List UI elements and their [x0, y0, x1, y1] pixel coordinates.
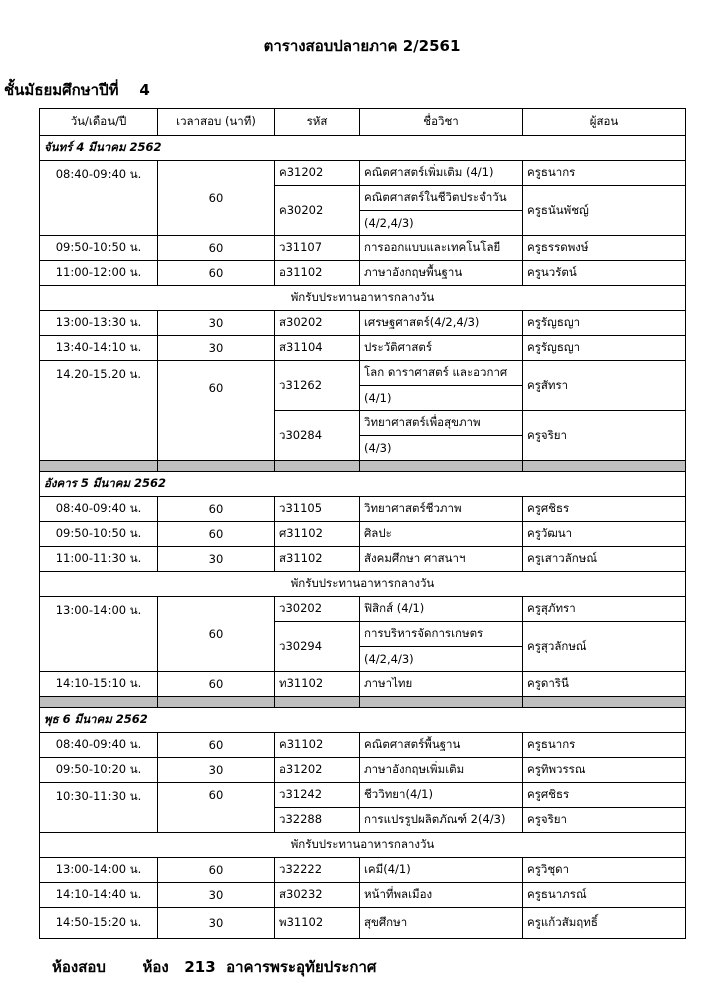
code-cell: ว31105 [275, 497, 360, 522]
subject-cell: ชีววิทยา(4/1) [360, 783, 523, 808]
day-row [40, 708, 686, 733]
code-cell: ค30202 [275, 186, 360, 236]
subject-cell: คณิตศาสตร์พื้นฐาน [360, 733, 523, 758]
time-cell: 13:00-14:00 น. [40, 858, 158, 883]
lunch-row [40, 572, 686, 597]
subject-cell: ฟิสิกส์ (4/1) [360, 597, 523, 622]
page-title: ตารางสอบปลายภาค 2/2561 [263, 37, 461, 55]
header-teacher: ผู้สอน [523, 109, 686, 136]
duration-cell: 60 [158, 733, 275, 758]
time-cell: 14:10-15:10 น. [40, 672, 158, 697]
subject-cell: ประวัติศาสตร์ [360, 336, 523, 361]
teacher-cell: ครูศชิธร [523, 497, 686, 522]
teacher-cell: ครูดารินี [523, 672, 686, 697]
subject-cell: (4/3) [360, 436, 523, 461]
lunch-row [40, 286, 686, 311]
teacher-cell: ครูจริยา [523, 808, 686, 833]
teacher-cell: ครูธนากร [523, 161, 686, 186]
code-cell: ค31202 [275, 161, 360, 186]
teacher-cell: ครูแก้วสัมฤทธิ์ [523, 908, 686, 939]
code-cell: ส31104 [275, 336, 360, 361]
teacher-cell: ครูทิพวรรณ [523, 758, 686, 783]
duration-cell: 60 [158, 597, 275, 672]
lunch-break: พักรับประทานอาหารกลางวัน [40, 286, 686, 311]
code-cell: ว32288 [275, 808, 360, 833]
time-cell: 13:40-14:10 น. [40, 336, 158, 361]
code-cell: ส31102 [275, 547, 360, 572]
time-cell: 08:40-09:40 น. [40, 497, 158, 522]
time-cell: 09:50-10:50 น. [40, 236, 158, 261]
teacher-cell: ครูวัฒนา [523, 522, 686, 547]
grade-level: ชั้นมัธยมศึกษาปีที่ 4 [4, 81, 150, 99]
subject-cell: สุขศึกษา [360, 908, 523, 939]
table-row [40, 522, 686, 547]
subject-cell: วิทยาศาสตร์เพื่อสุขภาพ [360, 411, 523, 436]
duration-cell: 30 [158, 547, 275, 572]
subject-cell: ภาษาไทย [360, 672, 523, 697]
teacher-cell: ครูนวรัตน์ [523, 261, 686, 286]
teacher-cell: ครูศชิธร [523, 783, 686, 808]
duration-cell: 30 [158, 336, 275, 361]
exam-room: ห้องสอบ ห้อง 213 อาคารพระอุทัยประกาศ [52, 958, 377, 976]
lunch-break: พักรับประทานอาหารกลางวัน [40, 572, 686, 597]
code-cell: ว32222 [275, 858, 360, 883]
duration-cell: 60 [158, 783, 275, 833]
table-row [40, 672, 686, 697]
subject-cell: เคมี(4/1) [360, 858, 523, 883]
table-row [40, 547, 686, 572]
subject-cell: (4/1) [360, 386, 523, 411]
subject-cell: การออกแบบและเทคโนโลยี [360, 236, 523, 261]
time-cell: 11:00-12:00 น. [40, 261, 158, 286]
teacher-cell: ครูธนากร [523, 733, 686, 758]
code-cell: ว31242 [275, 783, 360, 808]
subject-cell: คณิตศาสตร์ในชีวิตประจำวัน [360, 186, 523, 211]
duration-cell: 30 [158, 908, 275, 939]
time-cell: 14:10-14:40 น. [40, 883, 158, 908]
lunch-row [40, 833, 686, 858]
teacher-cell: ครูวิชุดา [523, 858, 686, 883]
day-label: อังคาร 5 มีนาคม 2562 [40, 472, 686, 497]
header-date: วัน/เดือน/ปี [40, 109, 158, 136]
header-subject: ชื่อวิชา [360, 109, 523, 136]
lunch-break: พักรับประทานอาหารกลางวัน [40, 833, 686, 858]
subject-cell: ภาษาอังกฤษพื้นฐาน [360, 261, 523, 286]
table-row [40, 236, 686, 261]
code-cell: ว30284 [275, 411, 360, 461]
time-cell: 11:00-11:30 น. [40, 547, 158, 572]
teacher-cell: ครูสุภัทรา [523, 597, 686, 622]
duration-cell: 30 [158, 311, 275, 336]
code-cell: ส30232 [275, 883, 360, 908]
exam-schedule-table [39, 108, 686, 939]
table-row [40, 261, 686, 286]
table-row [40, 311, 686, 336]
code-cell: ว31107 [275, 236, 360, 261]
table-row [40, 336, 686, 361]
header-code: รหัส [275, 109, 360, 136]
duration-cell: 60 [158, 858, 275, 883]
teacher-cell: ครูสัทรา [523, 361, 686, 411]
time-cell: 13:00-14:00 น. [40, 597, 158, 672]
table-header-row [40, 109, 686, 136]
day-row [40, 472, 686, 497]
table-row [40, 883, 686, 908]
teacher-cell: ครูเสาวลักษณ์ [523, 547, 686, 572]
day-label: จันทร์ 4 มีนาคม 2562 [40, 136, 686, 161]
duration-cell: 30 [158, 758, 275, 783]
code-cell: ว30202 [275, 597, 360, 622]
duration-cell: 60 [158, 261, 275, 286]
table-row [40, 361, 686, 386]
subject-cell: เศรษฐศาสตร์(4/2,4/3) [360, 311, 523, 336]
table-row [40, 597, 686, 622]
table-row [40, 161, 686, 186]
duration-cell: 60 [158, 161, 275, 236]
code-cell: ท31102 [275, 672, 360, 697]
time-cell: 13:00-13:30 น. [40, 311, 158, 336]
time-cell: 08:40-09:40 น. [40, 733, 158, 758]
duration-cell: 60 [158, 236, 275, 261]
table-row [40, 783, 686, 808]
duration-cell: 30 [158, 883, 275, 908]
subject-cell: ภาษาอังกฤษเพิ่มเติม [360, 758, 523, 783]
separator-row [40, 697, 686, 708]
code-cell: ศ31102 [275, 522, 360, 547]
table-row [40, 908, 686, 939]
code-cell: ค31102 [275, 733, 360, 758]
code-cell: พ31102 [275, 908, 360, 939]
code-cell: ส30202 [275, 311, 360, 336]
header-duration: เวลาสอบ (นาที) [158, 109, 275, 136]
subject-cell: โลก ดาราศาสตร์ และอวกาศ [360, 361, 523, 386]
teacher-cell: ครูรัญธญา [523, 311, 686, 336]
duration-cell: 60 [158, 497, 275, 522]
teacher-cell: ครูธรรดพงษ์ [523, 236, 686, 261]
day-row [40, 136, 686, 161]
separator-row [40, 461, 686, 472]
duration-cell: 60 [158, 672, 275, 697]
teacher-cell: ครูธนันพัชญ์ [523, 186, 686, 236]
teacher-cell: ครูธนาภรณ์ [523, 883, 686, 908]
code-cell: ว30294 [275, 622, 360, 672]
subject-cell: สังคมศึกษา ศาสนาฯ [360, 547, 523, 572]
code-cell: อ31202 [275, 758, 360, 783]
table-row [40, 733, 686, 758]
time-cell: 14:50-15:20 น. [40, 908, 158, 939]
time-cell: 08:40-09:40 น. [40, 161, 158, 236]
day-label: พุธ 6 มีนาคม 2562 [40, 708, 686, 733]
subject-cell: (4/2,4/3) [360, 211, 523, 236]
table-row [40, 497, 686, 522]
code-cell: อ31102 [275, 261, 360, 286]
duration-cell: 60 [158, 361, 275, 461]
subject-cell: คณิตศาสตร์เพิ่มเติม (4/1) [360, 161, 523, 186]
duration-cell: 60 [158, 522, 275, 547]
code-cell: ว31262 [275, 361, 360, 411]
subject-cell: วิทยาศาสตร์ชีวภาพ [360, 497, 523, 522]
subject-cell: การบริหารจัดการเกษตร [360, 622, 523, 647]
subject-cell: หน้าที่พลเมือง [360, 883, 523, 908]
teacher-cell: ครูรัญธญา [523, 336, 686, 361]
subject-cell: (4/2,4/3) [360, 647, 523, 672]
teacher-cell: ครูจริยา [523, 411, 686, 461]
time-cell: 14.20-15.20 น. [40, 361, 158, 461]
subject-cell: ศิลปะ [360, 522, 523, 547]
table-row [40, 758, 686, 783]
time-cell: 10:30-11:30 น. [40, 783, 158, 833]
subject-cell: การแปรรูปผลิตภัณฑ์ 2(4/3) [360, 808, 523, 833]
time-cell: 09:50-10:50 น. [40, 522, 158, 547]
time-cell: 09:50-10:20 น. [40, 758, 158, 783]
teacher-cell: ครูสุวลักษณ์ [523, 622, 686, 672]
table-row [40, 858, 686, 883]
